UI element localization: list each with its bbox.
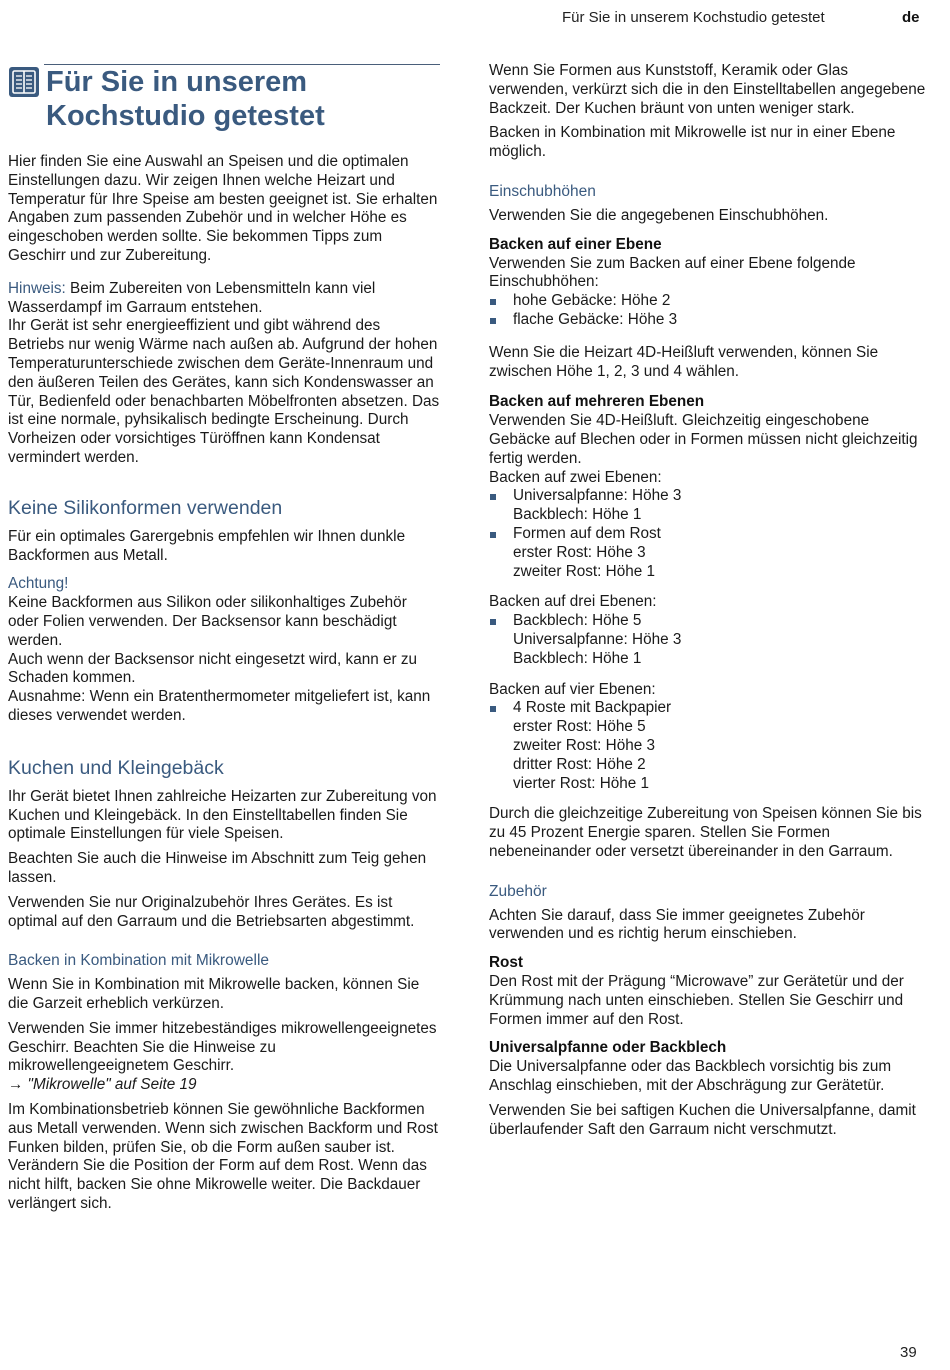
kuchen-paragraph-3: Verwenden Sie nur Originalzubehör Ihres Gerätes. Es ist optimal auf den Garraum und die Betriebsarten abgestimmt.: [8, 893, 415, 930]
zubehoer-last-paragraph: Verwenden Sie bei saftigen Kuchen die Universalpfanne, damit überlaufender Saft den Garraum nicht verschmutzt.: [489, 1101, 916, 1138]
einer-ebene-list: [489, 292, 929, 330]
list-item-line: Backblech: Höhe 1: [513, 506, 642, 524]
drei-ebenen-label: Backen auf drei Ebenen:: [489, 593, 657, 611]
zubehoer-heading: Zubehör: [489, 882, 547, 900]
silikon-heading: Keine Silikonformen verwenden: [8, 496, 283, 519]
left-column: [8, 64, 440, 1220]
list-item-line: 4 Roste mit Backpapier: [513, 699, 672, 717]
kuchen-paragraph-2: Beachten Sie auch die Hinweise im Abschnitt zum Teig gehen lassen.: [8, 850, 427, 886]
list-item-line: Backblech: Höhe 5: [513, 612, 642, 630]
zwei-ebenen-label: Backen auf zwei Ebenen:: [489, 468, 662, 486]
list-item-line: Formen auf dem Rost: [513, 524, 661, 542]
mikrowelle-paragraph-5: Backen in Kombination mit Mikrowelle ist nur in einer Ebene möglich.: [489, 124, 896, 161]
list-item: hohe Gebäcke: Höhe 2: [489, 292, 929, 311]
mikrowelle-paragraph-3: Im Kombinationsbetrieb können Sie gewöhnliche Backformen aus Metall verwenden. Wenn sich zwischen Backform und Rost Funken bilden, prüfen Sie, ob die Form außen sauber ist. Verändern Sie die Position der Form auf dem Rost. Wenn das nicht hilft, backen Sie ohne Mikrowelle weiter. Die Backdauer verlängert sich.: [8, 1101, 438, 1213]
mikrowelle-reference-link[interactable]: "Mikrowelle" auf Seite 19: [23, 1076, 197, 1094]
list-item: flache Gebäcke: Höhe 3: [489, 311, 929, 330]
einschub-heading: Einschubhöhen: [489, 182, 596, 200]
list-item-line: erster Rost: Höhe 5: [513, 718, 646, 736]
arrow-icon: →: [8, 1076, 24, 1094]
vier-ebenen-list: [489, 699, 929, 793]
hinweis-label: Hinweis:: [8, 279, 66, 297]
list-item-line: Backblech: Höhe 1: [513, 649, 642, 667]
list-item-line: zweiter Rost: Höhe 1: [513, 562, 655, 580]
hinweis-line: Beim Zubereiten von Lebensmitteln kann viel Wasserdampf im Garraum entstehen.: [8, 279, 376, 316]
hinweis-text: Ihr Gerät ist sehr energieeffizient und gibt während des Betriebs nur wenig Wärme nach außen ab. Aufgrund der hohen Temperaturunterschiede zwischen dem Geräte-Innenraum und den äußeren Teilen des Gerätes, kann sich Kondenswasser an Tür, Bedienfeld oder benachbarten Möbelfronten absetzen. Das ist eine normale, pyhsikalisch bedingte Erscheinung. Durch Vorheizen oder vorsichtiges Türöffnen kann Kondensat vermindert werden.: [8, 317, 440, 466]
kuchen-heading: Kuchen und Kleingebäck: [8, 756, 224, 779]
list-item: [489, 699, 929, 793]
einer-ebene-title: Backen auf einer Ebene: [489, 235, 662, 253]
rost-text: Den Rost mit der Prägung “Microwave” zur Gerätetür und der Krümmung nach unten einschieben. Stellen Sie Geschirr und Formen immer auf den Rost.: [489, 973, 904, 1028]
list-item-line: Universalpfanne: Höhe 3: [513, 630, 682, 648]
right-column: [489, 62, 929, 1145]
mikrowelle-reference[interactable]: [8, 1076, 440, 1095]
list-item-line: Universalpfanne: Höhe 3: [513, 487, 682, 505]
achtung-text-3: Ausnahme: Wenn ein Bratenthermometer mitgeliefert ist, kann dieses verwendet werden.: [8, 688, 431, 724]
achtung-text-2: Auch wenn der Backsensor nicht eingesetzt wird, kann er zu Schaden kommen.: [8, 650, 417, 687]
drei-ebenen-list: [489, 612, 929, 668]
page-title-line-1: Für Sie in unserem: [46, 66, 308, 98]
achtung-text-1: Keine Backformen aus Silikon oder silikonhaltiges Zubehör oder Folien verwenden. Der Backsensor kann beschädigt werden.: [8, 594, 407, 649]
list-item-line: erster Rost: Höhe 3: [513, 543, 646, 561]
page-title: [46, 64, 440, 133]
page-number: 39: [900, 1344, 917, 1361]
silikon-paragraph: Für ein optimales Garergebnis empfehlen wir Ihnen dunkle Backformen aus Metall.: [8, 527, 406, 564]
mikrowelle-heading: Backen in Kombination mit Mikrowelle: [8, 952, 270, 970]
mikrowelle-paragraph-2: Verwenden Sie immer hitzebeständiges mikrowellengeeignetes Geschirr. Beachten Sie die Hinweise zu mikrowellengeeignetem Geschirr.: [8, 1019, 437, 1075]
list-item: [489, 487, 929, 525]
hinweis-note: [8, 280, 440, 318]
rost-title: Rost: [489, 954, 523, 972]
einer-ebene-text: Verwenden Sie zum Backen auf einer Ebene folgende Einschubhöhen:: [489, 254, 856, 291]
mehreren-ebenen-text: Verwenden Sie 4D-Heißluft. Gleichzeitig eingeschobene Gebäcke auf Blechen oder in Formen müssen nicht gleichzeitig fertig werden.: [489, 412, 918, 467]
mehreren-ebenen-title: Backen auf mehreren Ebenen: [489, 393, 705, 411]
einer-ebene-after: Wenn Sie die Heizart 4D-Heißluft verwenden, können Sie zwischen Höhe 1, 2, 3 und 4 wählen.: [489, 343, 879, 380]
mikrowelle-paragraph-4: Wenn Sie Formen aus Kunststoff, Keramik oder Glas verwenden, verkürzt sich die in den Einstelltabellen angegebene Backzeit. Der Kuchen bräunt von unten weniger stark.: [489, 62, 926, 117]
vier-ebenen-label: Backen auf vier Ebenen:: [489, 680, 656, 698]
page-title-line-2: Kochstudio getestet: [46, 100, 325, 132]
list-item-line: dritter Rost: Höhe 2: [513, 755, 646, 773]
list-item-line: vierter Rost: Höhe 1: [513, 774, 650, 792]
einschub-paragraph: Verwenden Sie die angegebenen Einschubhöhen.: [489, 206, 829, 224]
list-item: [489, 612, 929, 668]
zwei-ebenen-list: [489, 487, 929, 581]
pfanne-title: Universalpfanne oder Backblech: [489, 1039, 727, 1057]
intro-paragraph: Hier finden Sie eine Auswahl an Speisen und die optimalen Einstellungen dazu. Wir zeigen Ihnen welche Heizart und Temperatur für Ihre Speise am besten geeignet ist. Sie erhalten Angaben zum passenden Zubehör und in welcher Höhe es eingeschoben werden sollte. Sie bekommen Tipps zum Geschirr und zur Zubereitung.: [8, 153, 438, 264]
header-title: Für Sie in unserem Kochstudio getestet: [562, 9, 825, 26]
mehreren-ebenen-after: Durch die gleichzeitige Zubereitung von Speisen können Sie bis zu 45 Prozent Energie sparen. Stellen Sie Formen nebeneinander oder versetzt übereinander in den Garraum.: [489, 805, 922, 860]
list-item-line: zweiter Rost: Höhe 3: [513, 736, 655, 754]
pfanne-text: Die Universalpfanne oder das Backblech vorsichtig bis zum Anschlag einschieben, mit der Abschrägung zur Gerätetür.: [489, 1058, 892, 1095]
mikrowelle-paragraph-1: Wenn Sie in Kombination mit Mikrowelle backen, können Sie die Garzeit erheblich verkürzen.: [8, 976, 420, 1013]
kuchen-paragraph-1: Ihr Gerät bietet Ihnen zahlreiche Heizarten zur Zubereitung von Kuchen und Kleingebäck. In den Einstelltabellen finden Sie optimale Einstellungen für viele Speisen.: [8, 787, 437, 843]
zubehoer-paragraph: Achten Sie darauf, dass Sie immer geeignetes Zubehör verwenden und es richtig herum einschieben.: [489, 906, 865, 943]
header-language: de: [902, 9, 920, 26]
list-item: [489, 525, 929, 581]
achtung-label: Achtung!: [8, 575, 69, 593]
